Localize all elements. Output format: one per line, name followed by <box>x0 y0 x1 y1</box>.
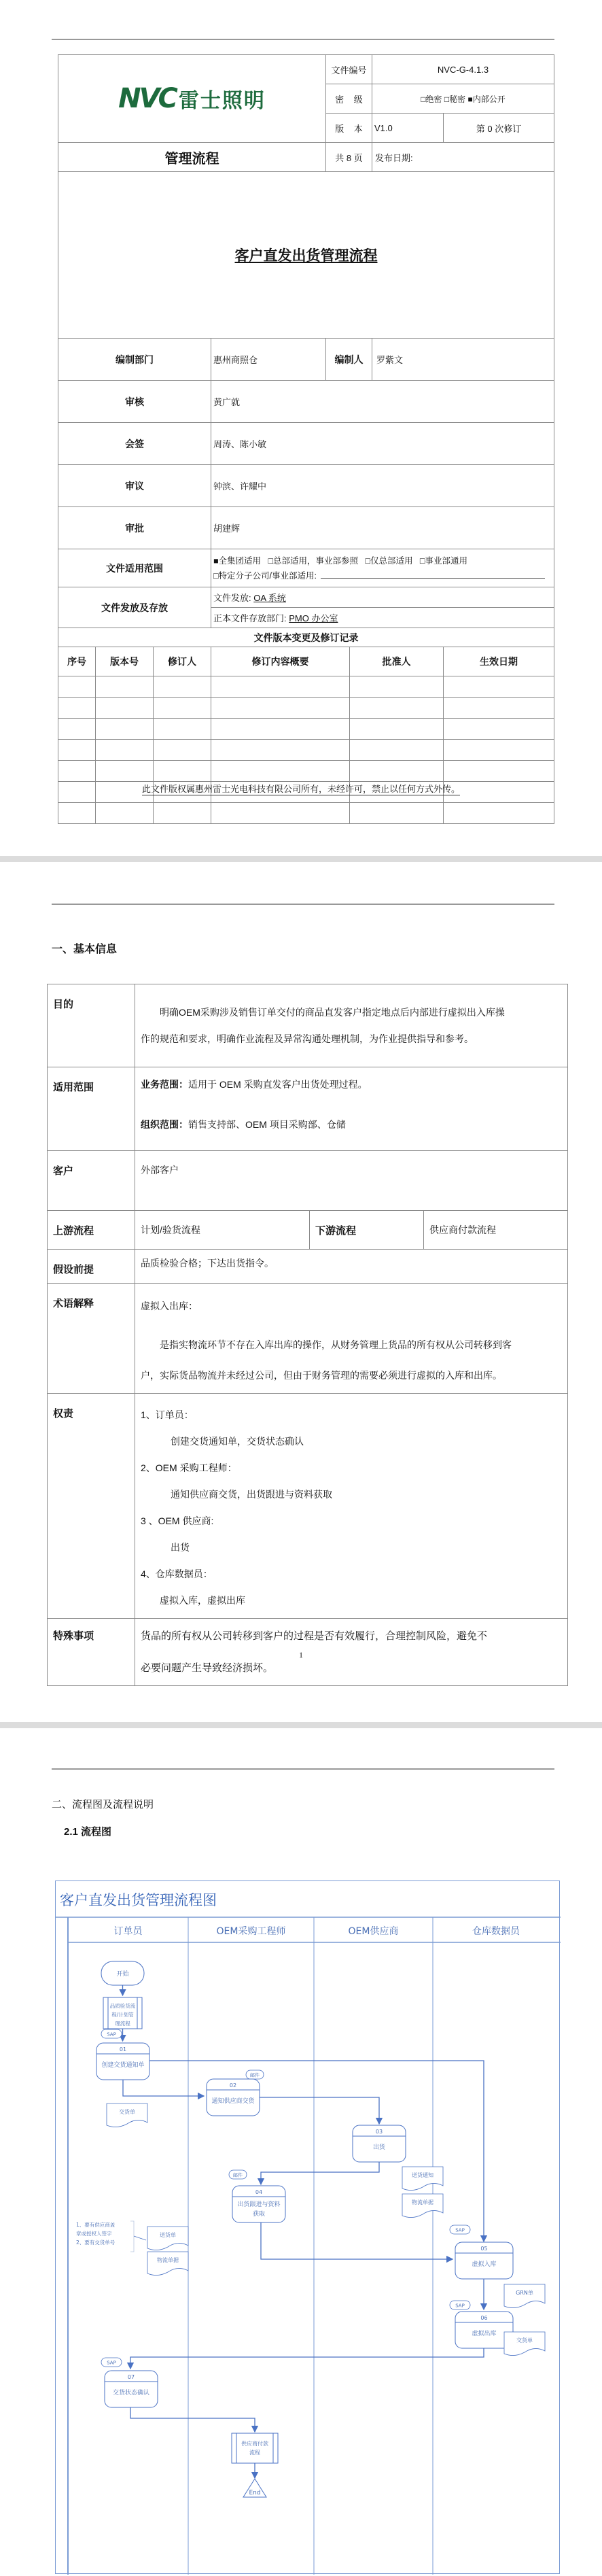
revision-cell <box>96 761 154 782</box>
revision-cell <box>58 740 96 761</box>
rev-col-seq: 序号 <box>58 647 96 676</box>
revision-cell <box>58 803 96 824</box>
revision-cell <box>96 740 154 761</box>
purpose-line2: 作的规范和要求，明确作业流程及异常沟通处理机制，为作业提供指导和参考。 <box>141 1033 474 1044</box>
start-label: 开始 <box>116 1971 129 1978</box>
terms-label: 术语解释 <box>48 1284 135 1394</box>
upstream-label: 上游流程 <box>48 1211 135 1250</box>
scope-cell <box>211 549 554 587</box>
step-07-label: 交货状态确认 <box>112 2390 150 2397</box>
scope-cell <box>135 1067 568 1151</box>
step-02-number: 02 <box>229 2082 237 2089</box>
note-text: 1、要有供应商盖 <box>76 2222 116 2228</box>
copyright-text: 此文件版权属惠州雷士光电科技有限公司所有，未经许可，禁止以任何方式外传。 <box>141 784 460 794</box>
d04b-document <box>147 2252 188 2276</box>
revision-cell <box>444 761 554 782</box>
rev-col-version: 版本号 <box>96 647 154 676</box>
premise-label: 假设前提 <box>48 1250 135 1284</box>
revision-cell <box>58 719 96 740</box>
d05-document-label: GRN单 <box>516 2290 533 2296</box>
revision-cell <box>350 676 444 698</box>
step-01-label: 创建交货通知单 <box>101 2062 145 2069</box>
revision-cell <box>444 719 554 740</box>
revision-cell <box>444 740 554 761</box>
revision-cell <box>96 676 154 698</box>
scope-biz-label: 业务范围： <box>141 1079 188 1090</box>
note-text: 2、要有交货单号 <box>76 2239 116 2246</box>
d06-document <box>504 2332 545 2356</box>
step-06-label: 虚拟出库 <box>472 2331 497 2337</box>
revision-row <box>58 676 554 698</box>
scope-biz <box>141 1071 562 1098</box>
special-line1: 货品的所有权从公司转移到客户的过程是否有效履行，合理控制风险，避免不 <box>141 1630 488 1642</box>
note-bracket <box>130 2221 134 2252</box>
review-label: 审核 <box>58 381 211 423</box>
scope-biz-value: 适用于 OEM 采购直发客户出货处理过程。 <box>188 1079 368 1090</box>
lane-header-3: OEM供应商 <box>348 1926 399 1937</box>
post-process-box <box>232 2433 278 2463</box>
revision-cell <box>350 803 444 824</box>
pre-process-label: 理流程 <box>115 2021 130 2027</box>
page-number: 1 <box>299 1650 303 1660</box>
purpose-line1: 明确OEM采购涉及销售订单交付的商品直发客户指定地点后内部进行虚拟出入库操 <box>160 1006 505 1018</box>
review: 黄广就 <box>211 381 554 423</box>
arrow-04-05 <box>261 2222 453 2259</box>
revision-cell <box>444 698 554 719</box>
d04a-document <box>147 2227 188 2250</box>
s02-tag-label: 邮件 <box>250 2072 260 2078</box>
scope-blank <box>321 578 545 579</box>
revision-cell <box>154 803 211 824</box>
dist-line2-label: 正本文件存放部门: <box>213 613 289 623</box>
section2-subheading: 2.1 流程图 <box>64 1826 112 1838</box>
upstream: 计划/验货流程 <box>135 1211 310 1250</box>
revision-cell <box>211 676 350 698</box>
dist-line2 <box>211 608 554 628</box>
revision-cell <box>58 761 96 782</box>
arrow-01-02 <box>123 2080 204 2096</box>
rev-col-date: 生效日期 <box>444 647 554 676</box>
dept: 惠州商照仓 <box>211 339 326 381</box>
step-06-number: 06 <box>480 2315 488 2321</box>
revision-cell <box>211 740 350 761</box>
publish-date-label: 发布日期: <box>372 143 554 172</box>
revision-cell <box>58 676 96 698</box>
revision-cell <box>211 698 350 719</box>
deliberate: 钟滨、许耀中 <box>211 465 554 507</box>
d05-document <box>504 2284 545 2308</box>
terms-line1: 是指实物流环节不存在入库出库的操作，从财务管理上货品的所有权从公司转移到客 <box>160 1339 512 1350</box>
d01-document-label: 交货单 <box>119 2109 135 2115</box>
duty-role: 1、订单员： <box>141 1409 194 1420</box>
revision-cell <box>96 719 154 740</box>
revision-row <box>58 698 554 719</box>
flowchart <box>55 1881 560 2574</box>
customer-label: 客户 <box>48 1151 135 1211</box>
revision-row <box>58 740 554 761</box>
terms-line2: 户，实际货品物流并未经过公司，但由于财务管理的需要必须进行虚拟的入库和出库。 <box>141 1370 502 1381</box>
step-04-label: 获取 <box>252 2211 266 2218</box>
page-separator <box>0 856 602 862</box>
step-04-label: 出货跟进与资料 <box>237 2201 281 2208</box>
scope-org-label: 组织范围： <box>141 1119 188 1130</box>
scope-org <box>141 1112 562 1138</box>
pre-process-label: 程/计划管 <box>111 2012 134 2018</box>
rev-col-reviser: 修订人 <box>154 647 211 676</box>
category-title: 管理流程 <box>58 143 326 172</box>
note-connector <box>134 2236 146 2240</box>
special-label: 特殊事项 <box>48 1619 135 1686</box>
arrow-02-03 <box>260 2097 379 2124</box>
duty-role: 3 、OEM 供应商: <box>141 1515 214 1526</box>
step-02-label: 通知供应商交货 <box>211 2098 255 2105</box>
post-process-label: 流程 <box>249 2450 260 2456</box>
scope-line2: □特定分子公司/事业部适用: <box>213 570 317 581</box>
secrecy-label: 密 级 <box>326 84 372 114</box>
duty-task: 虚拟入库，虚拟出库 <box>160 1595 245 1606</box>
secrecy-options: □绝密 □秘密 ■内部公开 <box>372 84 554 114</box>
d03b-document-label: 物流单据 <box>412 2199 433 2205</box>
dept-label: 编制部门 <box>58 339 211 381</box>
revision-header-row <box>58 647 554 676</box>
rev-col-summary: 修订内容概要 <box>211 647 350 676</box>
s06-tag-label: SAP <box>455 2303 465 2309</box>
page-count: 共 8 页 <box>326 143 372 172</box>
logo-cn: 雷士照明 <box>178 90 266 112</box>
page1-header-rule <box>52 39 554 40</box>
revision-cell <box>96 803 154 824</box>
doc-no: NVC-G-4.1.3 <box>372 55 554 84</box>
lane-header-4: 仓库数据员 <box>472 1926 520 1937</box>
logo-brand: NVC <box>118 83 176 114</box>
revision-cell <box>444 676 554 698</box>
revision-cell <box>211 719 350 740</box>
d03a-document-label: 送货通知 <box>412 2172 433 2178</box>
version-label: 版 本 <box>326 114 372 143</box>
d06-document-label: 交货单 <box>516 2337 533 2343</box>
revision-cell <box>211 761 350 782</box>
s07-tag-label: SAP <box>107 2360 116 2366</box>
revision: 第 0 次修订 <box>444 114 554 143</box>
step-01-number: 01 <box>119 2046 127 2053</box>
approve: 胡建辉 <box>211 507 554 549</box>
duty-role: 4、仓库数据员： <box>141 1568 213 1579</box>
revision-cell <box>96 698 154 719</box>
version: V1.0 <box>372 114 444 143</box>
scope-org-value: 销售支持部、OEM 项目采购部、仓储 <box>188 1119 346 1130</box>
scope-line1: ■全集团适用 □总部适用，事业部参照 □仅总部适用 □事业部通用 <box>213 555 467 566</box>
page3-header-rule <box>52 1768 554 1770</box>
step-04-number: 04 <box>255 2189 263 2195</box>
step-03-label: 出货 <box>372 2144 386 2151</box>
terms-cell <box>135 1284 568 1394</box>
logo-cell <box>58 55 326 143</box>
duty-task: 出货 <box>171 1542 190 1553</box>
duty-task: 通知供应商交货，出货跟进与资料获取 <box>171 1489 332 1500</box>
page-separator-2 <box>0 1722 602 1728</box>
downstream-label: 下游流程 <box>310 1211 424 1250</box>
revision-cell <box>350 740 444 761</box>
author: 罗紫文 <box>372 339 554 381</box>
downstream: 供应商付款流程 <box>424 1211 568 1250</box>
scope-label: 适用范围 <box>48 1067 135 1151</box>
arrow-01-05 <box>149 2061 484 2242</box>
doc-title-cell <box>58 172 554 339</box>
note-text: 章或授权人签字 <box>76 2231 112 2237</box>
revision-table-title: 文件版本变更及修订记录 <box>58 628 554 647</box>
flowchart-canvas <box>56 1881 561 2575</box>
deliberate-label: 审议 <box>58 465 211 507</box>
duty-role: 2、OEM 采购工程师： <box>141 1462 237 1473</box>
d04b-document-label: 物流单据 <box>157 2257 179 2263</box>
revision-cell <box>350 719 444 740</box>
scope-line2-wrap <box>213 568 554 583</box>
step-07-number: 07 <box>127 2374 135 2380</box>
revision-cell <box>58 698 96 719</box>
terms-title: 虚拟入出库： <box>141 1301 198 1311</box>
doc-title: 客户直发出货管理流程 <box>234 248 378 264</box>
basic-info-table <box>47 984 568 1686</box>
revision-row <box>58 719 554 740</box>
cover-table <box>58 54 554 824</box>
cosign-label: 会签 <box>58 423 211 465</box>
section1-heading: 一、基本信息 <box>52 944 118 955</box>
dist-line1-label: 文件发放: <box>213 593 254 603</box>
scope-label: 文件适用范围 <box>58 549 211 587</box>
purpose-cell <box>135 984 568 1067</box>
special-line2: 必要问题产生导致经济损坏。 <box>141 1662 274 1674</box>
customer: 外部客户 <box>135 1151 568 1211</box>
author-label: 编制人 <box>326 339 372 381</box>
s04-tag-label: 邮件 <box>233 2172 243 2178</box>
revision-cell <box>444 803 554 824</box>
revision-cell <box>350 698 444 719</box>
revision-row <box>58 803 554 824</box>
dist-line2-value: PMO 办公室 <box>289 613 338 623</box>
revision-cell <box>350 761 444 782</box>
dist-line1 <box>211 587 554 608</box>
section2-heading: 二、流程图及流程说明 <box>52 1799 154 1810</box>
flowchart-title: 客户直发出货管理流程图 <box>60 1893 217 1908</box>
page2-header-rule <box>52 904 554 905</box>
premise: 品质检验合格；下达出货指令。 <box>135 1250 568 1284</box>
revision-cell <box>154 761 211 782</box>
d03b-document <box>402 2194 443 2218</box>
revision-cell <box>154 698 211 719</box>
duty-task: 创建交货通知单，交货状态确认 <box>171 1436 304 1447</box>
arrow-06-07 <box>130 2348 484 2369</box>
lane-header-1: 订单员 <box>113 1926 143 1937</box>
revision-row <box>58 761 554 782</box>
dist-line1-value: OA 系统 <box>253 593 286 603</box>
d01-document <box>107 2103 147 2127</box>
nvc-logo <box>58 83 325 114</box>
post-process-label: 供应商付款 <box>241 2441 268 2447</box>
doc-no-label: 文件编号 <box>326 55 372 84</box>
s05-tag-label: SAP <box>455 2227 465 2233</box>
pre-process-label: 品质验货流 <box>109 2003 136 2009</box>
approve-label: 审批 <box>58 507 211 549</box>
revision-rows <box>58 676 554 824</box>
s01-tag-label: SAP <box>107 2031 116 2038</box>
end-label: End <box>249 2490 261 2496</box>
arrow-07-post <box>130 2407 255 2432</box>
step-05-number: 05 <box>480 2246 488 2252</box>
revision-cell <box>154 676 211 698</box>
revision-cell <box>154 719 211 740</box>
arrow-03-04 <box>261 2162 379 2184</box>
d03a-document <box>402 2167 443 2191</box>
d04a-document-label: 送货单 <box>160 2232 176 2238</box>
revision-cell <box>211 803 350 824</box>
cosign: 周涛、陈小敏 <box>211 423 554 465</box>
rev-col-approver: 批准人 <box>350 647 444 676</box>
copyright-notice <box>0 782 602 795</box>
duties-label: 权责 <box>48 1394 135 1619</box>
step-05-label: 虚拟入库 <box>472 2261 497 2268</box>
dist-label: 文件发放及存放 <box>58 587 211 628</box>
revision-cell <box>154 740 211 761</box>
step-03-number: 03 <box>375 2129 383 2135</box>
purpose-label: 目的 <box>48 984 135 1067</box>
lane-header-2: OEM采购工程师 <box>216 1926 286 1937</box>
duties-cell <box>135 1394 568 1619</box>
